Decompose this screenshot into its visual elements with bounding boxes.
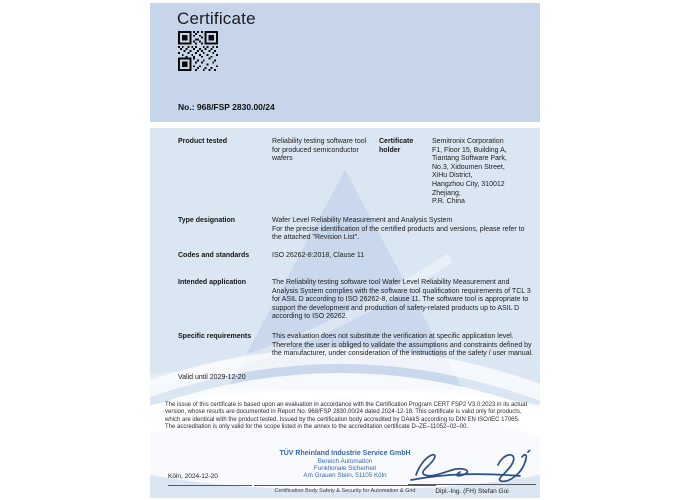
label-certificate-holder: Certificate holder — [379, 138, 414, 154]
issuer-name: TÜV Rheinland Industrie Service GmbH — [279, 450, 411, 457]
label-codes-standards: Codes and standards — [178, 252, 250, 259]
issuer-line: Am Grauen Stein, 51105 Köln — [303, 472, 387, 480]
signature-area — [408, 448, 536, 485]
type-designation-line: For the precise identification of the certified products and versions, please refer to the attached "Revision List". — [272, 225, 525, 242]
holder-address-line: Hangzhou City, 310012 — [432, 180, 505, 188]
qr-code-icon — [178, 31, 218, 71]
certificate-body — [150, 128, 540, 498]
issuer-line: Funktionale Sicherheit — [313, 465, 377, 473]
holder-address-line: F1, Floor 15, Building A, — [432, 146, 507, 154]
intended-application-text: The Reliability testing software tool Wafer Level Reliability Measurement and Analysis System complies with the software tool qualification requirements of TCL 3 for ASIL D according to ISO 26262-8, clause 11. The software tool is appropriate to support the development and production of safety-related products up to ASIL D according to ISO 26262. — [272, 279, 531, 321]
holder-address-line: No.3, Xidoumen Street, — [432, 163, 505, 171]
type-designation-line: Wafer Level Reliability Measurement and Analysis System — [272, 217, 453, 224]
label-type-designation: Type designation — [178, 217, 236, 224]
place-date: Köln, 2024-12-20 — [168, 473, 252, 486]
holder-address-line: XiHu District, — [432, 172, 473, 180]
certification-body-line: Certification Body Safety & Security for Automation & Grid — [274, 488, 416, 494]
certificate-document — [150, 3, 540, 498]
holder-address-line: Semitronix Corporation — [432, 138, 504, 145]
signature-icon — [408, 448, 536, 484]
certificate-title: Certificate — [177, 9, 256, 28]
valid-until-text: Valid until 2029-12-20 — [178, 374, 246, 381]
codes-standards-text: ISO 26262-8:2018, Clause 11 — [272, 252, 365, 259]
label-product-tested: Product tested — [178, 138, 228, 145]
label-intended-application: Intended application — [178, 279, 247, 286]
label-specific-requirements: Specific requirements — [178, 333, 252, 340]
signer-name: Dipl.-Ing. (FH) Stefan Goi — [435, 488, 509, 495]
product-tested-text: Reliability testing software tool for produced semiconductor wafers — [272, 138, 367, 163]
holder-address-line: P.R. China — [432, 198, 465, 206]
holder-address-line: Zhejiang, — [432, 189, 461, 197]
holder-address-line: Tiantang Software Park, — [432, 155, 507, 163]
certificate-holder-address — [432, 138, 536, 207]
fine-print-text: The issue of this certificate is based upon an evaluation in accordance with the Certification Program CERT FSP2 V3.0:2023 in its actual version, whose results are documented in Report No. 968/FSP 2830.00/24 dated 2024-12-18. This certificate is valid only for products, which are identical with the product tested. Issued by the certification body accredited by DAkkS according to DIN EN ISO/IEC 17065. The accreditation is only valid for the scope listed in the annex to the accreditation certificate D–ZE–11052–02–00. — [165, 402, 527, 430]
certificate-header — [150, 3, 540, 122]
specific-requirements-text: This evaluation does not substitute the verification at specific application level. Therefore the user is obliged to validate the assumptions and constraints defined by the manufacturer, under consideration of the instructions of the safety / user manual. — [272, 333, 534, 358]
certificate-number: No.: 968/FSP 2830.00/24 — [178, 102, 275, 112]
issuer-line: Bereich Automation — [317, 458, 373, 465]
type-designation-text — [272, 217, 534, 243]
